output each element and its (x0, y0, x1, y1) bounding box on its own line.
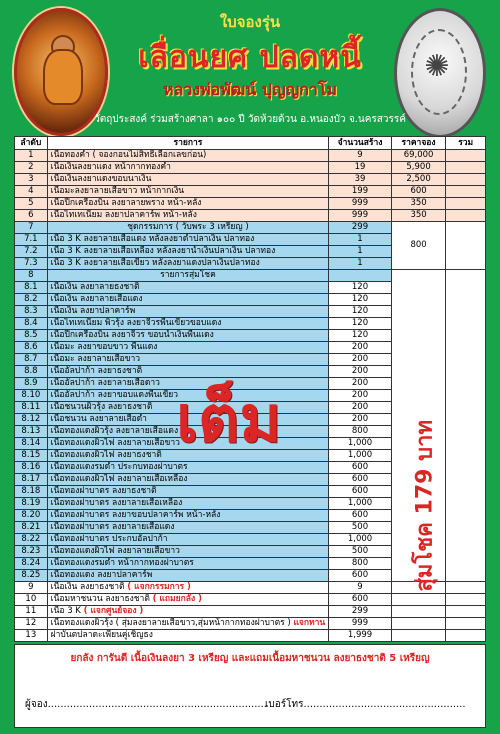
row-item: เนื้อทองฝาบาตร ลงยาลายเสือเหลือง (47, 498, 329, 510)
row-no: 7.3 (15, 258, 48, 270)
item-name: เนื้อ 3 K (50, 606, 81, 616)
footer-note: ยกลัง การันตี เนื้อเงินลงยา 3 เหรียญ และแถมเนื้อมหาชนวน ลงยาธงชาติ 5 เหรียญ (70, 653, 430, 664)
row-price: 5,900 (391, 162, 446, 174)
row-no: 8.8 (15, 366, 48, 378)
row-item: เนื้อ 3 K ลงยาลายเสือแดง หลังลงยาดำปลาเงิน ปลาทอง (47, 234, 329, 246)
row-item: เนื้อทองฝาบาตร ลงยาลายเสือแดง (47, 522, 329, 534)
table-row (15, 606, 486, 618)
row-qty: 9 (329, 150, 392, 162)
row-qty: 200 (329, 402, 392, 414)
row-qty: 120 (329, 306, 392, 318)
row-total (446, 630, 486, 642)
table-row (15, 186, 486, 198)
row-qty: 120 (329, 330, 392, 342)
row-item: เนื้อปีกเครื่องบิน ลงยาลายพราง หน้า-หลัง (47, 198, 329, 210)
row-item (47, 582, 329, 594)
row-item: เนื้อทองแดงผิวไฟ ลงยาธงชาติ (47, 450, 329, 462)
row-item: เนื้อชนวนผิวรุ้ง ลงยาธงชาติ (47, 402, 329, 414)
row-total (446, 150, 486, 162)
row-qty: 999 (329, 198, 392, 210)
row-no: 9 (15, 582, 48, 594)
row-price: 600 (391, 186, 446, 198)
row-total (446, 198, 486, 210)
row-qty: 1 (329, 246, 392, 258)
row-qty: 800 (329, 426, 392, 438)
row-no: 13 (15, 630, 48, 642)
row-item (47, 606, 329, 618)
phone-field[interactable]: เบอร์โทร................................................... (265, 699, 466, 710)
row-item: เนื้อทองฝาบาตร ลงยาธงชาติ (47, 486, 329, 498)
row-no: 8.13 (15, 426, 48, 438)
row-total (446, 174, 486, 186)
row-qty: 600 (329, 570, 392, 582)
row-no: 7 (15, 222, 48, 234)
item-name: เนื้อเงิน ลงยาธงชาติ (50, 582, 125, 592)
table-row (15, 150, 486, 162)
item-name: เนื้อทองแดงผิวรุ้ง ( สุ่มลงยาลายเสือขาว,สุ่มหน้ากากทองฝาบาตร ) (50, 618, 291, 628)
row-no: 8.19 (15, 498, 48, 510)
row-item: เนื้อมะลงยาลายเสือขาว หน้ากากเงิน (47, 186, 329, 198)
row-qty: 120 (329, 318, 392, 330)
row-total (446, 606, 486, 618)
row-no: 8.3 (15, 306, 48, 318)
row-no: 7.2 (15, 246, 48, 258)
row-qty: 600 (329, 462, 392, 474)
table-row (15, 270, 486, 282)
row-price (391, 618, 446, 630)
row-price: 2,500 (391, 174, 446, 186)
row-total (446, 210, 486, 222)
row-total (446, 222, 486, 270)
row-item (47, 630, 329, 642)
row-qty: 200 (329, 342, 392, 354)
header-qty: จำนวนสร้าง (329, 137, 392, 150)
row-item (47, 618, 329, 630)
row-item: เนื้อ 3 K ลงยาลายเสือเหลือง หลังลงยาน้ำเงินปลาเงิน ปลาทอง (47, 246, 329, 258)
row-qty: 9 (329, 582, 392, 594)
row-qty: 199 (329, 186, 392, 198)
row-no: 12 (15, 618, 48, 630)
row-qty: 999 (329, 210, 392, 222)
row-no: 8.21 (15, 522, 48, 534)
row-no: 8.20 (15, 510, 48, 522)
row-qty: 800 (329, 558, 392, 570)
row-no: 8.7 (15, 354, 48, 366)
row-qty: 1,000 (329, 534, 392, 546)
row-qty: 299 (329, 222, 392, 234)
row-no: 8.5 (15, 330, 48, 342)
row-item: เนื้อเงิน ลงยาลายธงชาติ (47, 282, 329, 294)
row-qty: 1 (329, 258, 392, 270)
row-qty: 500 (329, 522, 392, 534)
row-no: 8.23 (15, 546, 48, 558)
row-no: 6 (15, 210, 48, 222)
row-qty: 200 (329, 414, 392, 426)
row-qty: 500 (329, 546, 392, 558)
row-item: เนื้อ 3 K ลงยาลายเสือเขียว หลังลงยาแดงปลาเงินปลาทอง (47, 258, 329, 270)
row-item: เนื้อทองคำ ( จองกอนไม่สิทธิ์เลือกเลขก่อน) (47, 150, 329, 162)
row-item: เนื้อทองแดงผิวไฟ ลงยาลายเสือขาว (47, 438, 329, 450)
row-qty: 1,000 (329, 450, 392, 462)
header-item: รายการ (47, 137, 329, 150)
row-no: 8.2 (15, 294, 48, 306)
item-name: ฝาบันตปลาดะเพียนคู่เชิญธง (50, 630, 153, 640)
row-qty: 299 (329, 606, 392, 618)
row-total (446, 162, 486, 174)
row-qty: 200 (329, 378, 392, 390)
row-no: 8.24 (15, 558, 48, 570)
row-qty: 19 (329, 162, 392, 174)
row-total (446, 186, 486, 198)
table-row (15, 618, 486, 630)
header-price: ราคาจอง (391, 137, 446, 150)
row-qty: 1,999 (329, 630, 392, 642)
temple-purpose: วัตถุประสงค์ ร่วมสร้างศาลา ๑๐๐ ปี วัดห้วยด้วน อ.หนองบัว จ.นครสวรรค์ (94, 114, 406, 125)
table-row (15, 630, 486, 642)
page-title: เลื่อนยศ ปลดหนี้ (138, 40, 362, 75)
row-no: 2 (15, 162, 48, 174)
row-price: 350 (391, 198, 446, 210)
row-item: เนื้อปีกเครื่องบิน ลงยาจีวร ขอบนำเงินพื้นแดง (47, 330, 329, 342)
row-no: 8.9 (15, 378, 48, 390)
row-no: 8.16 (15, 462, 48, 474)
row-no: 11 (15, 606, 48, 618)
row-total (446, 618, 486, 630)
row-item: เนื้ออัลปาก้า ลงยาลายเสือดาว (47, 378, 329, 390)
row-no: 8.11 (15, 402, 48, 414)
row-item: ชุดกรรมการ ( วับพระ 3 เหรียญ ) (47, 222, 329, 234)
row-price: 800 (391, 222, 446, 270)
row-item: เนื้อทองแดงผิวรุ้ง ลงยาลายเสือแดง (47, 426, 329, 438)
header-total: รวม (446, 137, 486, 150)
yantra-icon: ✺ (424, 49, 450, 84)
lottery-price-tag (394, 420, 454, 600)
row-qty: 600 (329, 594, 392, 606)
row-item: เนื้อมะ ลงยาขอบขาว พื้นแดง (47, 342, 329, 354)
row-no: 8.4 (15, 318, 48, 330)
footer-box (14, 644, 486, 728)
row-no: 8.25 (15, 570, 48, 582)
row-no: 4 (15, 186, 48, 198)
item-tag: แจกทาน (293, 618, 326, 628)
table-row (15, 198, 486, 210)
row-no: 5 (15, 198, 48, 210)
row-item: เนื้อชนวน ลงยาลายเสือดำ (47, 414, 329, 426)
row-price (391, 606, 446, 618)
row-price (391, 630, 446, 642)
row-item: เนื้อมะ ลงยาลายเสือขาว (47, 354, 329, 366)
row-qty: 999 (329, 618, 392, 630)
row-item: เนื้ออัลปาก้า ลงยาขอบแดงพื้นเขียว (47, 390, 329, 402)
row-item: เนื้อเงินลงยาแดงขอบนาเงิน (47, 174, 329, 186)
row-no: 8 (15, 270, 48, 282)
row-no: 8.22 (15, 534, 48, 546)
row-qty: 200 (329, 354, 392, 366)
table-row (15, 174, 486, 186)
table-row (15, 162, 486, 174)
row-no: 8.14 (15, 438, 48, 450)
row-no: 8.18 (15, 486, 48, 498)
row-no: 10 (15, 594, 48, 606)
sold-out-stamp: เต็ม (176, 383, 282, 457)
row-item: เนื้อทองแดงผิวไฟ ลงยาลายเสือเหลือง (47, 474, 329, 486)
title-top: ใบจองรุ่น (219, 13, 281, 31)
row-no: 8.12 (15, 414, 48, 426)
item-tag: ( แถมยกลัง ) (152, 594, 202, 604)
row-price: 69,000 (391, 150, 446, 162)
row-item: เนื้อทองแดงผิวไฟ ลงยาลายเสือขาว (47, 546, 329, 558)
row-item: เนื้อเงิน ลงยาลายเสือแดง (47, 294, 329, 306)
row-item: เนื้อทองแดงรมดำ ประกบทองฝาบาตร (47, 462, 329, 474)
row-qty: 120 (329, 294, 392, 306)
row-qty: 200 (329, 366, 392, 378)
monk-name: หลวงพ่อพัฒน์ ปุญญกาโม (162, 80, 338, 99)
row-no: 8.17 (15, 474, 48, 486)
row-no: 8.1 (15, 282, 48, 294)
row-price: 350 (391, 210, 446, 222)
row-no: 8.6 (15, 342, 48, 354)
table-row (15, 210, 486, 222)
row-item: เนื้ออัลปาก้า ลงยาธงชาติ (47, 366, 329, 378)
lottery-price-text: สุ่มโชค 179 บาท (412, 420, 438, 592)
row-item: เนื้อเงิน ลงยาปลาคาร์พ (47, 306, 329, 318)
row-no: 3 (15, 174, 48, 186)
row-item: เนื้อไทเทเนียม พิวรุ้ง ลงยาจีวรพื้นเขียวขอบแดง (47, 318, 329, 330)
row-qty: 200 (329, 390, 392, 402)
row-no: 1 (15, 150, 48, 162)
booker-name-field[interactable]: ผู้จอง..................................................................... (25, 699, 267, 710)
header-no: ลำดับ (15, 137, 48, 150)
row-item: เนื้อทองฝาบาตร ประกบอัลปาก้า (47, 534, 329, 546)
row-qty: 600 (329, 474, 392, 486)
row-qty: 600 (329, 510, 392, 522)
row-qty (329, 270, 392, 282)
header (0, 0, 500, 140)
item-name: เนื้อมหาชนวน ลงยาธงชาติ (50, 594, 150, 604)
table-row (15, 222, 486, 234)
row-item: เนื้อทองแดง ลงยาปลาคาร์พ (47, 570, 329, 582)
row-qty: 1,000 (329, 438, 392, 450)
row-item: เนื้อทองแดงรมดำ หน้ากากทองฝาบาตร (47, 558, 329, 570)
row-item: เนื้อเงินลงยาแดง หน้ากากทองคำ (47, 162, 329, 174)
row-item: รายการสุ่มโชค (47, 270, 329, 282)
row-qty: 120 (329, 282, 392, 294)
row-qty: 39 (329, 174, 392, 186)
row-item: เนื้อทองฝาบาตร ลงยาขอบปลาคาร์พ หน้า-หลัง (47, 510, 329, 522)
row-qty: 1 (329, 234, 392, 246)
row-no: 7.1 (15, 234, 48, 246)
row-qty: 1,000 (329, 498, 392, 510)
row-qty: 600 (329, 486, 392, 498)
row-no: 8.10 (15, 390, 48, 402)
row-item: เนื้อไทเทเนียม ลงยาปลาคาร์พ หน้า-หลัง (47, 210, 329, 222)
row-item (47, 594, 329, 606)
item-tag: ( แจกศูนย์จอง ) (83, 606, 144, 616)
item-tag: ( แจกกรรมการ ) (127, 582, 191, 592)
row-no: 8.15 (15, 450, 48, 462)
